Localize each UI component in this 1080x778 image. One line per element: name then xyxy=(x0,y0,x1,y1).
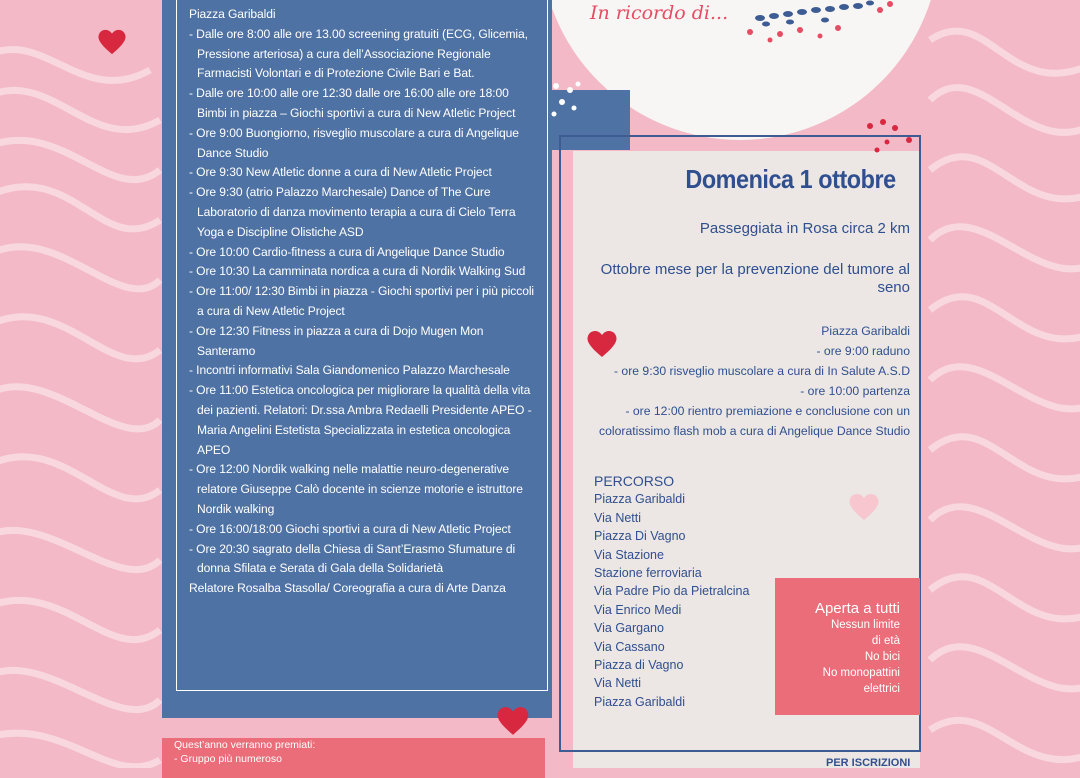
program-item: - Ore 12:30 Fitness in piazza a cura di Dojo Mugen Mon Santeramo xyxy=(189,323,484,358)
heart-icon xyxy=(496,705,530,737)
program-item: - Ore 12:00 Nordik walking nelle malattie neuro-degenerative relatore Giuseppe Calò docente in scienze motorie e istruttore Nordik walking xyxy=(189,462,523,516)
program-item: - Ore 9:30 (atrio Palazzo Marchesale) Dance of The Cure Laboratorio di danza movimento terapia a cura di Cielo Terra Yoga e Discipline Olistiche ASD xyxy=(189,185,516,239)
heart-icon xyxy=(848,492,880,522)
open-box-line: No monopattini xyxy=(822,667,900,679)
route-stop: Piazza di Vagno xyxy=(594,658,684,673)
location-heading: Piazza Garibaldi xyxy=(189,7,276,21)
route-stop: Piazza Di Vagno xyxy=(594,529,686,544)
decorative-dots xyxy=(730,0,910,50)
small-hearts-icon xyxy=(865,118,915,158)
schedule-item: - ore 9:30 risveglio muscolare a cura di In Salute A.S.D xyxy=(613,364,910,378)
schedule-item: Piazza Garibaldi xyxy=(821,324,910,338)
route-stop: Piazza Garibaldi xyxy=(594,492,686,507)
white-dots-icon xyxy=(548,80,588,130)
open-box-line: di età xyxy=(871,635,900,647)
awareness-month-text: Ottobre mese per la prevenzione del tumore al seno xyxy=(600,261,910,296)
route-stop: Via Enrico Medi xyxy=(594,602,682,617)
program-item: - Ore 10:00 Cardio-fitness a cura di Angelique Dance Studio xyxy=(189,244,505,259)
registration-heading: PER ISCRIZIONI xyxy=(826,757,911,769)
event-date-title: Domenica 1 ottobre xyxy=(685,164,896,194)
route-stop: Via Cassano xyxy=(594,639,665,654)
route-stop: Stazione ferroviaria xyxy=(594,566,702,581)
open-box-line: elettrici xyxy=(863,683,900,695)
open-to-all-box xyxy=(775,578,920,715)
program-item: - Ore 10:30 La camminata nordica a cura di Nordik Walking Sud xyxy=(189,264,526,279)
prize-item: - Gruppo più numeroso xyxy=(174,753,282,765)
route-stop: Via Stazione xyxy=(594,547,664,562)
open-box-line: No bici xyxy=(864,651,900,663)
route-stop: Via Padre Pio da Pietralcina xyxy=(594,584,750,599)
route-stop: Via Gargano xyxy=(594,621,664,636)
walk-description: Passeggiata in Rosa circa 2 km xyxy=(699,220,910,237)
open-box-line: Nessun limite xyxy=(830,619,900,631)
route-heading: PERCORSO xyxy=(594,473,675,489)
program-footer-line: Relatore Rosalba Stasolla/ Coreografia a cura di Arte Danza xyxy=(189,581,506,596)
program-item: - Incontri informativi Sala Giandomenico Palazzo Marchesale xyxy=(189,363,510,378)
program-item: - Ore 11:00 Estetica oncologica per migliorare la qualità della vita dei pazienti. Relatori: Dr.ssa Ambra Redaelli Presidente APEO - Maria Angelini Estetista Specializzata in estetica oncologica APEO xyxy=(189,383,532,457)
program-item: - Dalle ore 10:00 alle ore 12:30 dalle ore 16:00 alle ore 18:00 Bimbi in piazza – Giochi sportivi a cura di New Atletic Project xyxy=(189,86,516,120)
route-list xyxy=(594,472,749,711)
program-item: - Dalle ore 8:00 alle ore 13.00 screening gratuiti (ECG, Glicemia, Pressione arteriosa) a cura dell’Associazione Regionale Farmacisti Volontari e di Protezione Civile Bari e Bat. xyxy=(189,26,528,81)
program-item: - Ore 20:30 sagrato della Chiesa di Sant’Erasmo Sfumature di donna Sfilata e Serata di Gala della Solidarietà xyxy=(189,541,516,576)
route-stop: Via Netti xyxy=(594,676,642,691)
circle-script-text: In ricordo di... xyxy=(590,2,729,24)
schedule-item: - ore 10:00 partenza xyxy=(800,384,910,398)
program-item: - Ore 11:00/ 12:30 Bimbi in piazza - Giochi sportivi per i più piccoli a cura di New Atletic Project xyxy=(189,284,534,318)
program-item: - Ore 9:00 Buongiorno, risveglio muscolare a cura di Angelique Dance Studio xyxy=(189,125,519,160)
schedule-item: - ore 12:00 rientro premiazione e conclusione con un coloratissimo flash mob a cura di Angelique Dance Studio xyxy=(599,404,910,438)
route-stop: Piazza Garibaldi xyxy=(594,694,686,709)
left-program-list xyxy=(189,5,541,599)
prizes-box xyxy=(162,738,545,778)
schedule-item: - ore 9:00 raduno xyxy=(816,344,910,358)
prizes-intro: Quest’anno verranno premiati: xyxy=(174,739,316,751)
route-stop: Via Netti xyxy=(594,510,642,525)
heart-icon xyxy=(586,329,618,359)
sunday-schedule xyxy=(570,321,910,441)
program-item: - Ore 9:30 New Atletic donne a cura di New Atletic Project xyxy=(189,165,492,180)
open-box-heading: Aperta a tutti xyxy=(814,600,900,617)
heart-icon xyxy=(97,28,127,56)
program-item: - Ore 16:00/18:00 Giochi sportivi a cura di New Atletic Project xyxy=(189,521,511,536)
